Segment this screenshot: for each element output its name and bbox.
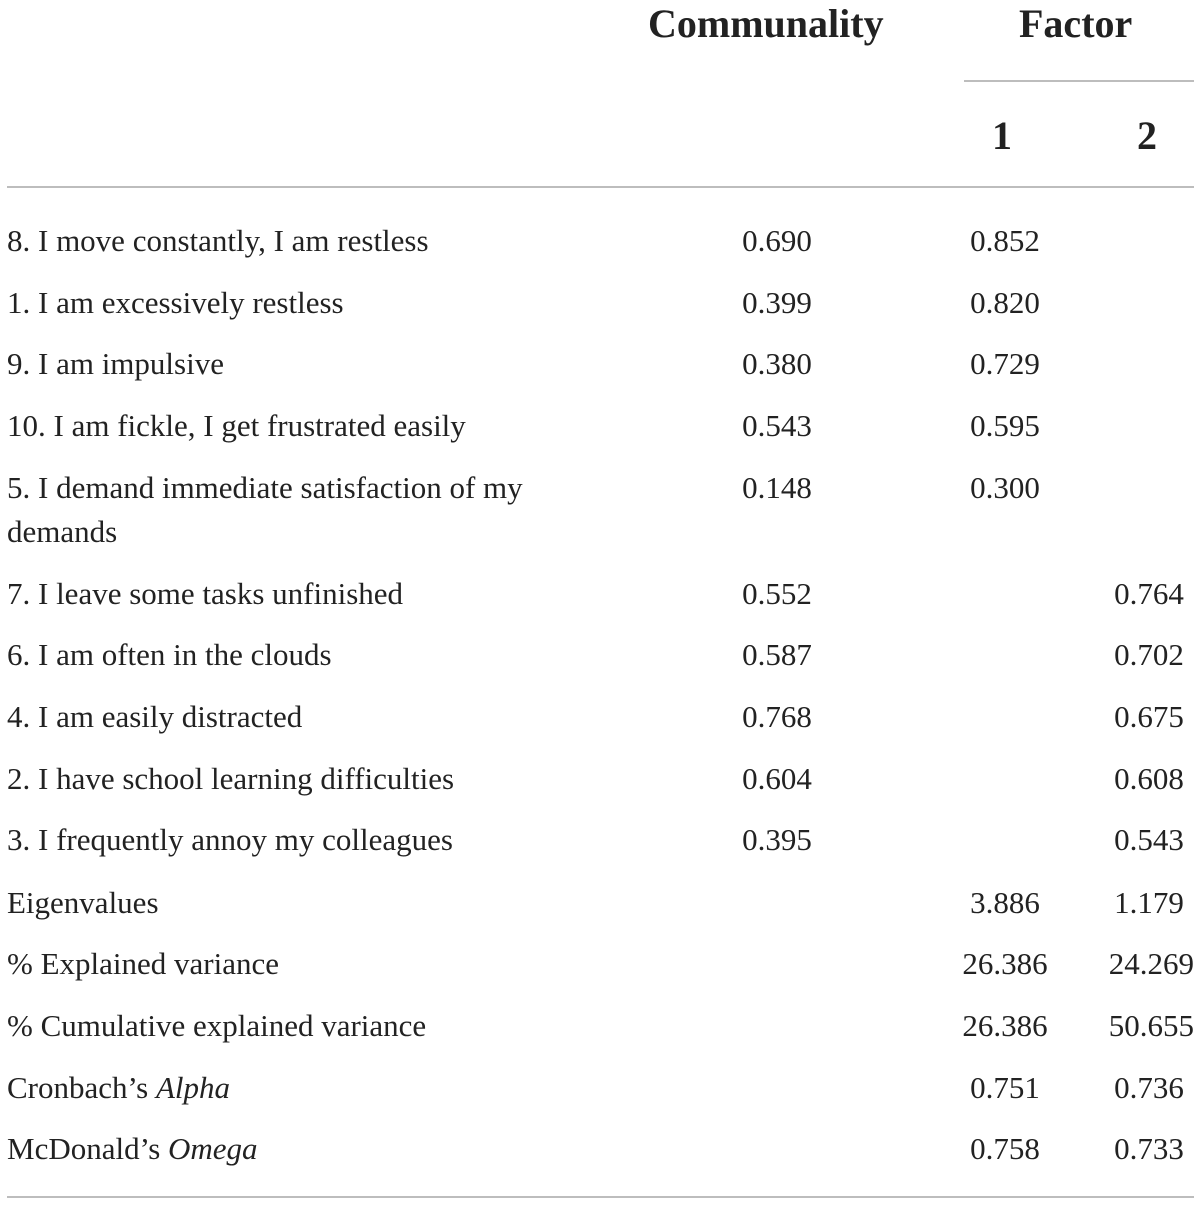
communality-value: 0.587 xyxy=(742,637,812,672)
explained-variance-factor-2: 24.269 xyxy=(1108,946,1194,981)
table-bottom-rule xyxy=(7,1196,1194,1198)
factor-1-loading: 0.820 xyxy=(970,285,1040,320)
header-divider xyxy=(7,186,1194,188)
omega-factor-1: 0.758 xyxy=(970,1131,1040,1166)
item-label: 8. I move constantly, I am restless xyxy=(7,223,429,258)
eigenvalue-factor-1: 3.886 xyxy=(970,885,1040,920)
communality-value: 0.552 xyxy=(742,576,812,611)
eigenvalue-factor-2: 1.179 xyxy=(1114,885,1184,920)
item-label: 6. I am often in the clouds xyxy=(7,637,332,672)
mcdonald-omega-italic: Omega xyxy=(168,1131,258,1166)
explained-variance-label: % Explained variance xyxy=(7,946,279,981)
factor-1-loading: 0.729 xyxy=(970,346,1040,381)
factor-2-loading: 0.675 xyxy=(1114,699,1184,734)
alpha-factor-2: 0.736 xyxy=(1114,1070,1184,1105)
factor-1-loading: 0.595 xyxy=(970,408,1040,443)
item-label: 5. I demand immediate satisfaction of my demands xyxy=(7,470,523,549)
eigenvalues-label: Eigenvalues xyxy=(7,885,159,920)
communality-value: 0.690 xyxy=(742,223,812,258)
cumulative-variance-factor-1: 26.386 xyxy=(962,1008,1048,1043)
factor-2-header: 2 xyxy=(1137,113,1157,158)
cronbach-alpha-italic: Alpha xyxy=(155,1070,231,1105)
factor-2-loading: 0.608 xyxy=(1114,761,1184,796)
communality-value: 0.395 xyxy=(742,822,812,857)
mcdonald-omega-label xyxy=(7,1127,627,1171)
item-label: 7. I leave some tasks unfinished xyxy=(7,576,404,611)
cronbach-alpha-label xyxy=(7,1066,627,1110)
factor-2-loading: 0.543 xyxy=(1114,822,1184,857)
factor-header: Factor xyxy=(1019,1,1133,46)
omega-factor-2: 0.733 xyxy=(1114,1131,1184,1166)
factor-2-loading: 0.702 xyxy=(1114,637,1184,672)
communality-value: 0.380 xyxy=(742,346,812,381)
communality-value: 0.768 xyxy=(742,699,812,734)
cumulative-variance-factor-2: 50.655 xyxy=(1108,1008,1194,1043)
alpha-factor-1: 0.751 xyxy=(970,1070,1040,1105)
factor-underline xyxy=(964,80,1194,82)
factor-1-loading: 0.300 xyxy=(970,470,1040,505)
communality-value: 0.399 xyxy=(742,285,812,320)
explained-variance-factor-1: 26.386 xyxy=(962,946,1048,981)
item-label: 2. I have school learning difficulties xyxy=(7,761,455,796)
factor-1-header: 1 xyxy=(992,113,1012,158)
item-label: 3. I frequently annoy my colleagues xyxy=(7,822,453,857)
factor-2-loading: 0.764 xyxy=(1114,576,1184,611)
cumulative-variance-label: % Cumulative explained variance xyxy=(7,1008,427,1043)
communality-value: 0.604 xyxy=(742,761,812,796)
communality-header: Communality xyxy=(648,1,884,46)
item-label: 10. I am fickle, I get frustrated easily xyxy=(7,408,466,443)
item-label: 1. I am excessively restless xyxy=(7,285,344,320)
communality-value: 0.148 xyxy=(742,470,812,505)
factor-1-loading: 0.852 xyxy=(970,223,1040,258)
cronbach-alpha-prefix: Cronbach’s xyxy=(7,1070,156,1105)
item-label: 9. I am impulsive xyxy=(7,346,224,381)
communality-value: 0.543 xyxy=(742,408,812,443)
item-label: 4. I am easily distracted xyxy=(7,699,303,734)
mcdonald-omega-prefix: McDonald’s xyxy=(7,1131,169,1166)
